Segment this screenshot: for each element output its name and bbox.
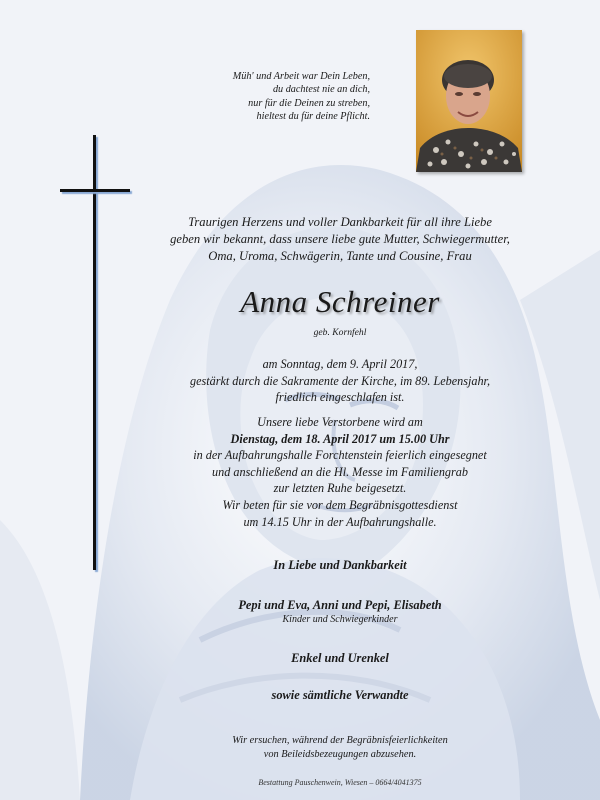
gratitude-heading: In Liebe und Dankbarkeit [273, 558, 407, 572]
poem-line: nur für die Deinen zu streben, [248, 97, 370, 109]
poem-line: du dachtest nie an dich, [272, 84, 370, 96]
announcement-intro [120, 214, 560, 265]
grandchildren: Enkel und Urenkel [291, 651, 389, 665]
relatives: sowie sämtliche Verwandte [271, 688, 409, 702]
funeral-date-time: Dienstag, dem 18. April 2017 um 15.00 Uhr [230, 431, 450, 446]
prayer-notice [120, 497, 560, 530]
cross-bar [60, 189, 130, 192]
death-line: am Sonntag, dem 9. April 2017, [262, 357, 418, 371]
funeral-line: in der Aufbahrungshalle Forchtenstein feierlich eingesegnet [193, 448, 487, 462]
undertaker-footer: Bestattung Pauschenwein, Wiesen – 0664/4041375 [258, 778, 422, 787]
cross-icon [93, 135, 96, 570]
request-line: Wir ersuchen, während der Begräbnisfeierlichkeiten [232, 735, 448, 746]
intro-line: Traurigen Herzens und voller Dankbarkeit für all ihre Liebe [188, 215, 492, 229]
condolence-request [120, 734, 560, 761]
poem-line: hieltest du für deine Pflicht. [256, 111, 370, 123]
death-line: friedlich eingeschlafen ist. [275, 390, 405, 404]
death-notice [120, 356, 560, 406]
intro-line: geben wir bekannt, dass unsere liebe gute Mutter, Schwiegermutter, [170, 232, 510, 246]
intro-line: Oma, Uroma, Schwägerin, Tante und Cousine, Frau [208, 249, 472, 263]
prayer-line: um 14.15 Uhr in der Aufbahrungshalle. [243, 514, 437, 529]
request-line: von Beileidsbezeugungen abzusehen. [263, 748, 417, 760]
birth-name: geb. Kornfehl [313, 327, 367, 338]
funeral-line: und anschließend an die Hl. Messe im Familiengrab [212, 464, 468, 479]
funeral-line: zur letzten Ruhe beigesetzt. [273, 481, 407, 495]
children-label: Kinder und Schwiegerkinder [282, 614, 398, 625]
deceased-name: Anna Schreiner [240, 284, 440, 319]
funeral-line: Unsere liebe Verstorbene wird am [257, 415, 423, 429]
children-names: Pepi und Eva, Anni und Pepi, Elisabeth [238, 598, 442, 612]
poem-line: Müh' und Arbeit war Dein Leben, [232, 71, 370, 82]
prayer-line: Wir beten für sie vor dem Begräbnisgottesdienst [222, 498, 458, 512]
death-line: gestärkt durch die Sakramente der Kirche, im 89. Lebensjahr, [189, 373, 490, 388]
portrait-photo [416, 30, 522, 172]
poem [160, 70, 370, 124]
funeral-details [120, 414, 560, 497]
